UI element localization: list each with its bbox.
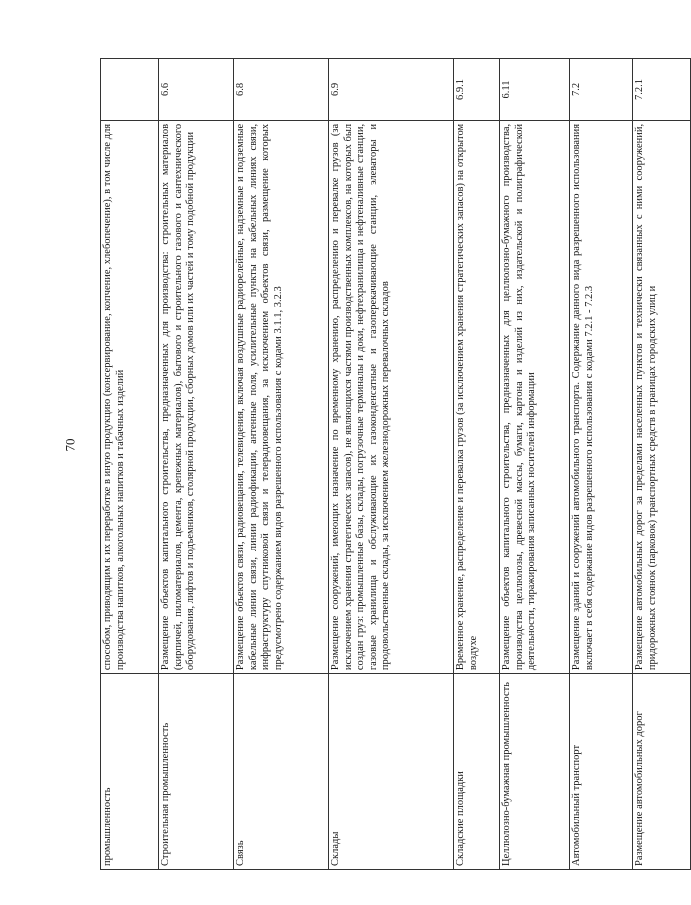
use-description-cell: Размещение объектов капитального строительства, предназначенных для целлюлозно-бумажного производства, производства целлюлозы, древесной массы, бумаги, картона и изделий из них, издательской и полиграфической деятельности, тиражирования записанных носителей информации xyxy=(500,120,570,673)
table-row xyxy=(329,59,454,870)
use-code-cell: 6.8 xyxy=(234,59,329,121)
use-name-cell: Складские площадки xyxy=(454,674,500,870)
land-use-table xyxy=(100,58,691,870)
use-description-cell: Размещение автомобильных дорог за пределами населенных пунктов и технически связанных с ними сооружений, придорожных стоянок (парковок) транспортных средств в границах городских улиц и xyxy=(633,120,691,673)
table-rotated-wrapper xyxy=(100,58,658,870)
use-description-cell: способом, приводящим к их переработке в иную продукцию (консервирование, копчение, хлебопечение), в том числе для производства напитков, алкогольных напитков и табачных изделий xyxy=(101,120,159,673)
use-name-cell: Размещение автомобильных дорог xyxy=(633,674,691,870)
use-description-cell: Размещение объектов капитального строительства, предназначенных для производства: строительных материалов (кирпичей, пиломатериалов, цемента, крепежных материалов), бытового и строительного газового и сантехнического оборудования, лифтов и подъемников, столярной продукции, сборных домов или их частей и тому подобной продукции xyxy=(159,120,234,673)
use-name-cell: Автомобильный транспорт xyxy=(570,674,633,870)
table-row xyxy=(454,59,500,870)
table-body xyxy=(101,59,691,870)
table-row xyxy=(633,59,691,870)
page-number: 70 xyxy=(62,438,78,452)
table-row xyxy=(101,59,159,870)
use-description-cell: Размещение объектов связи, радиовещания, телевидения, включая воздушные радиорелейные, надземные и подземные кабельные линии связи, линии радиофикации, антенные поля, усилительные пункты на кабельных линиях связи, инфраструктуру спутниковой связи и телерадиовещания, за исключением объектов связи, размещение которых предусмотрено содержанием видов разрешенного использования с кодами 3.1.1, 3.2.3 xyxy=(234,120,329,673)
use-code-cell xyxy=(101,59,159,121)
use-description-cell: Размещение сооружений, имеющих назначение по временному хранению, распределению и перевалке грузов (за исключением хранения стратегических запасов), не являющихся частями производственных комплексов, на которых был создан груз: промышленные базы, склады, погрузочные терминалы и доки, нефтехранилища и нефтеналивные станции, газовые хранилища и обслуживающие их газоконденсатные и газоперекачивающие станции, элеваторы и продовольственные склады, за исключением железнодорожных перевалочных складов xyxy=(329,120,454,673)
use-code-cell: 7.2.1 xyxy=(633,59,691,121)
use-code-cell: 7.2 xyxy=(570,59,633,121)
use-description-cell: Размещение зданий и сооружений автомобильного транспорта. Содержание данного вида разрешенного использования включает в себя содержание видов разрешенного использования с кодами 7.2.1 - 7.2.3 xyxy=(570,120,633,673)
use-code-cell: 6.6 xyxy=(159,59,234,121)
table-row xyxy=(500,59,570,870)
table-row xyxy=(570,59,633,870)
use-name-cell: Строительная промышленность xyxy=(159,674,234,870)
use-name-cell: Связь xyxy=(234,674,329,870)
use-code-cell: 6.11 xyxy=(500,59,570,121)
use-description-cell: Временное хранение, распределение и перевалка грузов (за исключением хранения стратегических запасов) на открытом воздухе xyxy=(454,120,500,673)
use-name-cell: Целлюлозно-бумажная промышленность xyxy=(500,674,570,870)
use-code-cell: 6.9 xyxy=(329,59,454,121)
use-name-cell: промышленность xyxy=(101,674,159,870)
table-row xyxy=(159,59,234,870)
use-code-cell: 6.9.1 xyxy=(454,59,500,121)
use-name-cell: Склады xyxy=(329,674,454,870)
table-row xyxy=(234,59,329,870)
